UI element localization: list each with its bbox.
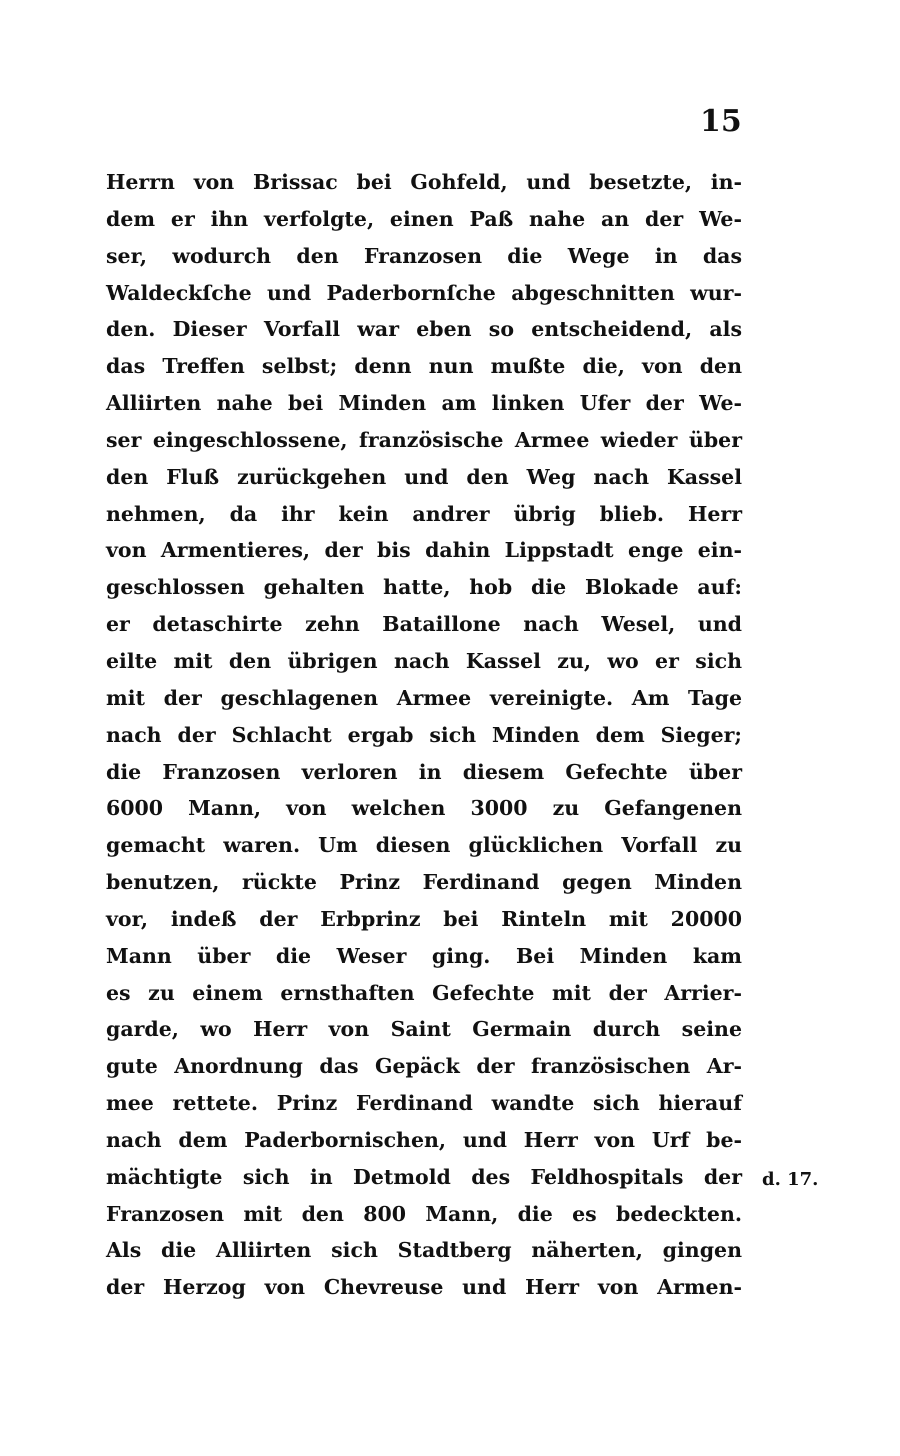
text-line: garde, wo Herr von Saint Germain durch seine [106, 1017, 742, 1042]
text-line: es zu einem ernsthaften Gefechte mit der Arrier- [106, 980, 742, 1005]
text-line: Als die Alliirten sich Stadtberg näherten, gingen [106, 1238, 742, 1263]
text-line: mit der geschlagenen Armee vereinigte. Am Tage [106, 685, 742, 710]
text-line: vor, indeß der Erbprinz bei Rinteln mit 20000 [106, 906, 742, 931]
margin-date-note: d. 17. [762, 1169, 819, 1190]
text-line: dem er ihn verfolgte, einen Paß nahe an der We- [106, 206, 742, 231]
text-line: Waldeckſche und Paderbornſche abgeschnitten wur- [106, 280, 742, 305]
text-line: mee rettete. Prinz Ferdinand wandte sich hierauf [106, 1091, 742, 1116]
text-line: die Franzosen verloren in diesem Gefechte über [106, 759, 742, 784]
page-number: 15 [700, 104, 742, 139]
text-line: 6000 Mann, von welchen 3000 zu Gefangenen [106, 796, 742, 821]
text-line: nach der Schlacht ergab sich Minden dem Sieger; [106, 722, 742, 747]
text-line: geschlossen gehalten hatte, hob die Blokade auf: [106, 575, 742, 600]
text-line: von Armentieres, der bis dahin Lippstadt enge ein- [106, 538, 742, 563]
text-line: mächtigte sich in Detmold des Feldhospitals der [106, 1164, 742, 1189]
text-line: ser eingeschlossene, französische Armee wieder über [106, 427, 742, 452]
text-line: gemacht waren. Um diesen glücklichen Vorfall zu [106, 833, 742, 858]
text-line: nehmen, da ihr kein andrer übrig blieb. Herr [106, 501, 742, 526]
text-line: Mann über die Weser ging. Bei Minden kam [106, 943, 742, 968]
text-line: nach dem Paderbornischen, und Herr von Urf be- [106, 1127, 742, 1152]
text-line: gute Anordnung das Gepäck der französischen Ar- [106, 1054, 742, 1079]
text-line: Herrn von Brissac bei Gohfeld, und besetzte, in- [106, 170, 742, 194]
text-line: den Fluß zurückgehen und den Weg nach Kassel [106, 464, 742, 489]
text-line: der Herzog von Chevreuse und Herr von Armen- [106, 1275, 742, 1300]
text-line: Franzosen mit den 800 Mann, die es bedeckten. [106, 1201, 742, 1226]
text-line: Alliirten nahe bei Minden am linken Ufer der We- [106, 391, 742, 416]
text-line: er detaschirte zehn Bataillone nach Wesel, und [106, 612, 742, 637]
text-line: den. Dieser Vorfall war eben so entscheidend, als [106, 317, 742, 342]
text-line: das Treffen selbst; denn nun mußte die, von den [106, 354, 742, 379]
text-line: eilte mit den übrigen nach Kassel zu, wo er sich [106, 648, 742, 673]
text-line: benutzen, rückte Prinz Ferdinand gegen Minden [106, 870, 742, 895]
text-line: ser, wodurch den Franzosen die Wege in das [106, 243, 742, 268]
body-text [106, 164, 742, 1306]
